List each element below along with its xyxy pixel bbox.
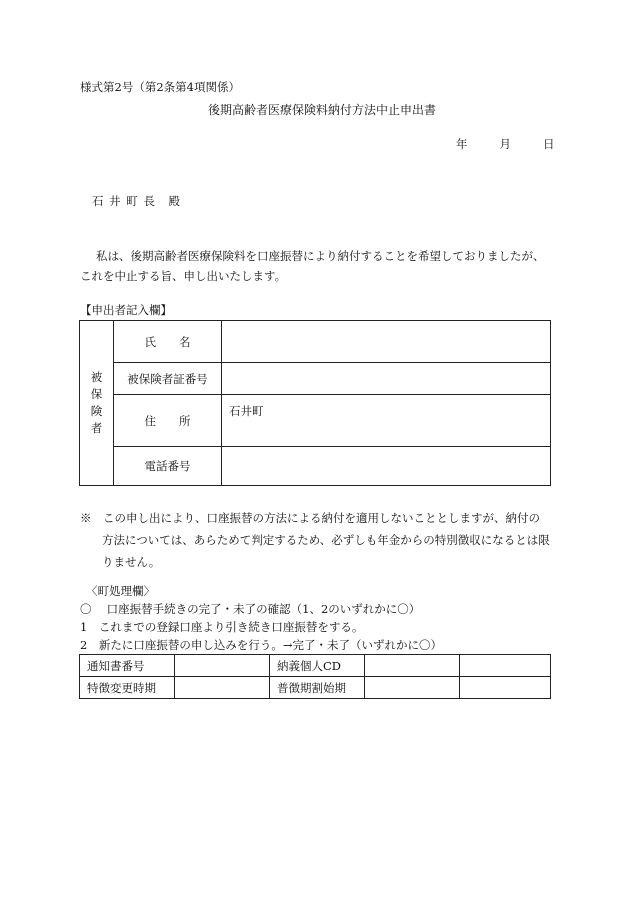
- office-table: [79, 654, 551, 699]
- date-year: 年: [456, 137, 468, 151]
- date-month: 月: [499, 137, 511, 151]
- insured-char: 保: [90, 387, 103, 401]
- confirm-line: 〇 口座振替手続きの完了・未了の確認（1、2のいずれかに〇）: [80, 602, 421, 616]
- form-number: 様式第2号（第2条第4項関係）: [80, 80, 240, 94]
- address-label: 住 所: [114, 395, 222, 447]
- special-change-period-field[interactable]: [175, 677, 270, 699]
- insured-char: 者: [90, 421, 103, 435]
- phone-label: 電話番号: [114, 447, 222, 486]
- date-day: 日: [543, 137, 555, 151]
- insured-char: 被: [90, 370, 103, 384]
- insured-char: 険: [90, 404, 103, 418]
- personal-cd-label: 納義個人CD: [270, 655, 365, 677]
- notice-text: ※ この申し出により、口座振替の方法による納付を適用しないこととしますが、納付の方法については、あらためて判定するため、必ずしも年金からの特別徴収になるとは限りません。: [80, 511, 550, 569]
- notice-number-field[interactable]: [175, 655, 270, 677]
- name-label: 氏 名: [114, 321, 222, 363]
- applicant-section-label: 【申出者記入欄】: [80, 303, 172, 317]
- name-field[interactable]: [222, 321, 551, 363]
- regular-start-period-field-1[interactable]: [365, 677, 460, 699]
- regular-start-period-label: 普徴期割始期: [270, 677, 365, 699]
- special-change-period-label: 特徴変更時期: [80, 677, 175, 699]
- insured-group-label: [80, 321, 114, 486]
- personal-cd-field-1[interactable]: [365, 655, 460, 677]
- regular-start-period-field-2[interactable]: [460, 677, 551, 699]
- date-line: [456, 136, 555, 152]
- notice-number-label: 通知書番号: [80, 655, 175, 677]
- addressee: 石 井 町 長 殿: [92, 194, 181, 208]
- address-field[interactable]: 石井町: [222, 395, 551, 447]
- office-section-label: 〈町処理欄〉: [86, 584, 155, 598]
- insurance-number-field[interactable]: [222, 363, 551, 395]
- document-title: 後期高齢者医療保険料納付方法中止申出書: [208, 103, 437, 117]
- personal-cd-field-2[interactable]: [460, 655, 551, 677]
- insurance-number-label: 被保険者証番号: [114, 363, 222, 395]
- phone-field[interactable]: [222, 447, 551, 486]
- option-2: 2 新たに口座振替の申し込みを行う。→完了・未了（いずれかに〇）: [80, 638, 442, 652]
- applicant-table: [79, 320, 551, 486]
- body-text: 私は、後期高齢者医療保険料を口座振替により納付することを希望しておりましたが、これを中止する旨、申し出いたします。: [80, 249, 545, 283]
- option-1: 1 これまでの登録口座より引き続き口座振替をする。: [80, 620, 364, 634]
